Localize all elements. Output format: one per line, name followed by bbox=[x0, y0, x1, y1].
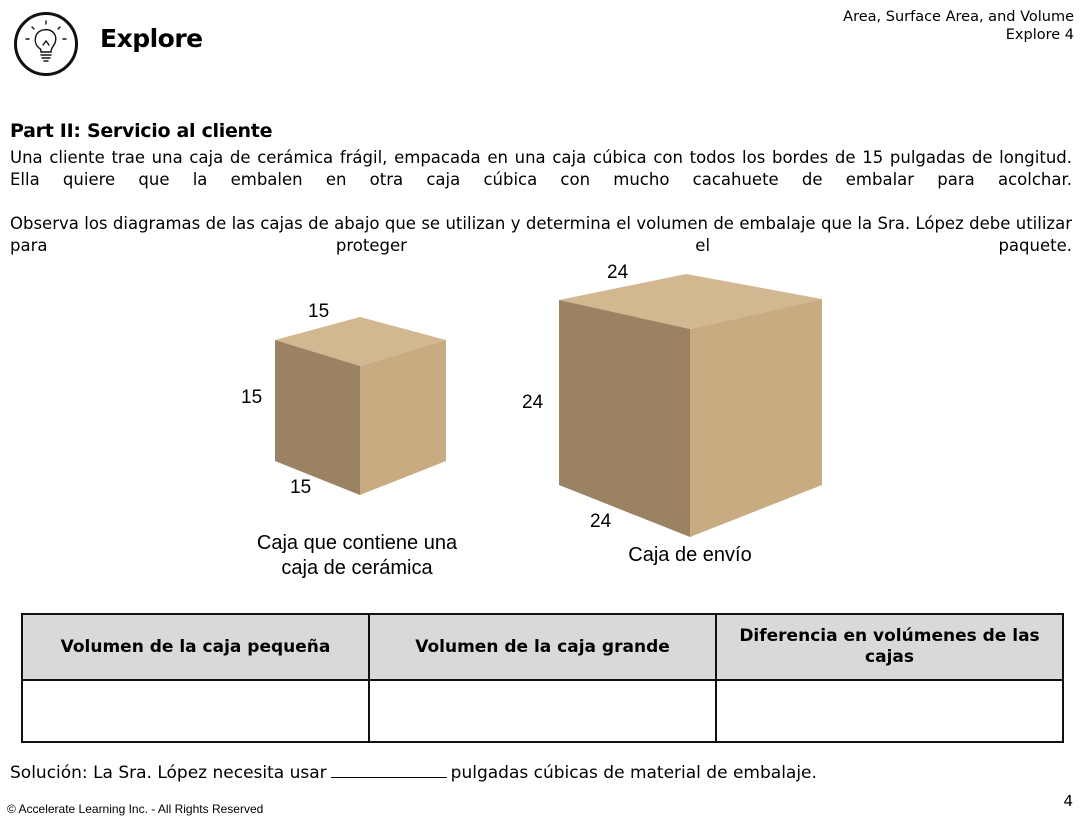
table-row bbox=[22, 680, 1063, 742]
large-box-caption: Caja de envío bbox=[628, 544, 752, 566]
solution-text-after: pulgadas cúbicas de material de embalaje. bbox=[450, 763, 817, 783]
boxes-diagram bbox=[0, 255, 1084, 545]
small-box-side-label: 15 bbox=[241, 387, 263, 408]
volume-table bbox=[21, 613, 1064, 743]
solution-text-before: Solución: La Sra. López necesita usar bbox=[10, 763, 327, 783]
small-box bbox=[275, 317, 446, 495]
small-box-caption-line-1: Caja que contiene una bbox=[256, 532, 458, 554]
header-large-box-volume: Volumen de la caja grande bbox=[369, 614, 716, 680]
large-box-front-face bbox=[559, 300, 690, 537]
page-number: 4 bbox=[1063, 792, 1073, 810]
small-box-caption bbox=[237, 531, 477, 581]
header-small-box-volume: Volumen de la caja pequeña bbox=[22, 614, 369, 680]
large-box-top-label: 24 bbox=[607, 262, 629, 283]
answer-cell-small-volume[interactable] bbox=[22, 680, 369, 742]
solution-answer-blank[interactable] bbox=[331, 763, 447, 778]
problem-paragraph-2: Observa los diagramas de las cajas de abajo que se utilizan y determina el volumen de embalaje que la Sra. López debe utilizar para proteger el paquete. bbox=[10, 214, 1072, 255]
answer-cell-large-volume[interactable] bbox=[369, 680, 716, 742]
small-box-top-label: 15 bbox=[308, 301, 330, 322]
page-title: Explore bbox=[100, 24, 203, 53]
small-box-bottom-label: 15 bbox=[290, 477, 312, 498]
course-title: Area, Surface Area, and Volume bbox=[843, 9, 1074, 25]
solution-sentence bbox=[10, 763, 817, 783]
large-box-side-label: 24 bbox=[522, 392, 544, 413]
header-course-info bbox=[843, 8, 1074, 44]
section-title: Part II: Servicio al cliente bbox=[10, 120, 273, 142]
large-box-side-face bbox=[690, 299, 822, 537]
large-box bbox=[559, 274, 822, 537]
answer-cell-difference[interactable] bbox=[716, 680, 1063, 742]
lightbulb-icon bbox=[14, 12, 78, 76]
large-box-bottom-label: 24 bbox=[590, 511, 612, 532]
small-box-caption-line-2: caja de cerámica bbox=[281, 557, 433, 579]
header-volume-difference: Diferencia en volúmenes de las cajas bbox=[716, 614, 1063, 680]
problem-paragraph-1: Una cliente trae una caja de cerámica frágil, empacada en una caja cúbica con todos los bordes de 15 pulgadas de longitud. Ella quiere que la embalen en otra caja cúbica con mucho cacahuete de embalar para acolchar. bbox=[10, 148, 1072, 189]
copyright-footer: © Accelerate Learning Inc. - All Rights Reserved bbox=[7, 802, 264, 816]
small-box-front-face bbox=[275, 340, 360, 495]
lesson-title: Explore 4 bbox=[1005, 27, 1074, 43]
small-box-side-face bbox=[360, 340, 446, 495]
